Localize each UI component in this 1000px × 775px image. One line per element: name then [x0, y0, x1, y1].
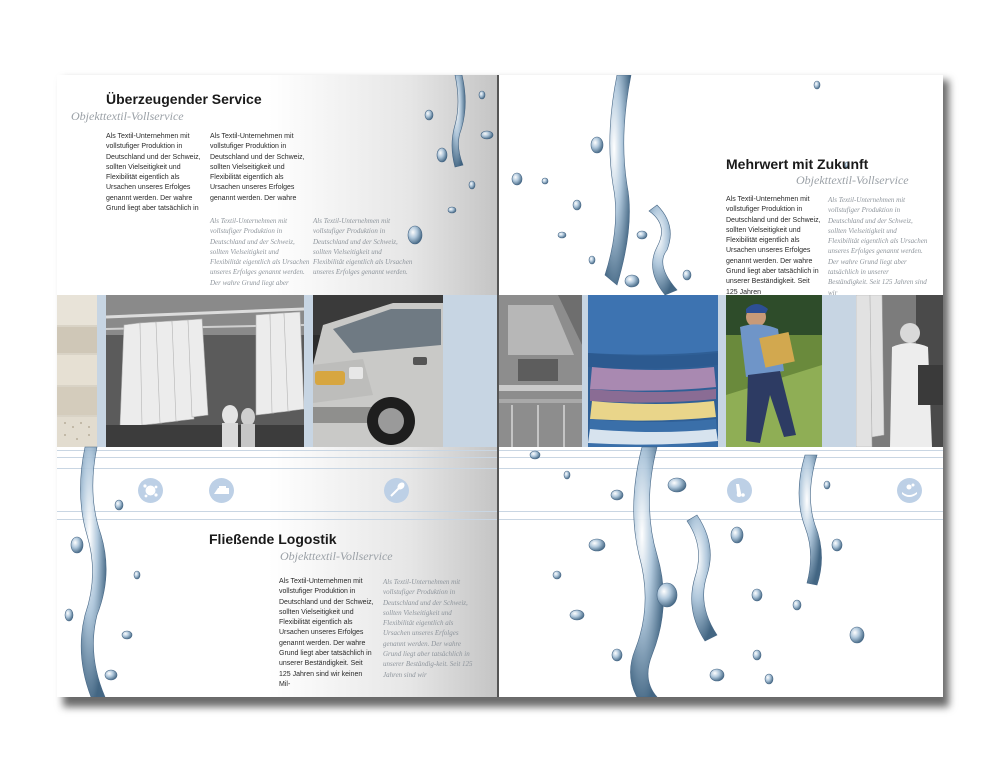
- service-column-2: Als Textil-Unternehmen mit vollstufiger Produktion in Deutschland und der Schweiz, sollten Vielseitigkeit und Flexibilität eigentlich als Ursachen unseres Erfolges genannt werden. Der wahre: [210, 133, 305, 202]
- heading-zukunft: Mehrwert mit Zukunft: [726, 156, 869, 172]
- brush-icon: [384, 478, 409, 503]
- service-column-4: Als Textil-Unternehmen mit vollstufiger Produktion in Deutschland und der Schweiz, sollten Vielseitigkeit und Flexibilität eigentlich als Ursachen unseres Erfolges genannt werden.: [313, 217, 413, 277]
- pipette-icon: [727, 478, 752, 503]
- subheading-logistik: Objekttextil-Vollservice: [280, 549, 393, 563]
- service-column-1: Als Textil-Unternehmen mit vollstufiger Produktion in Deutschland und der Schweiz, sollten Vielseitigkeit und Flexibilität eigentlich als Ursachen unseres Erfolges genannt werden. Der wahre Grund liegt aber tatsächlich in: [106, 133, 201, 213]
- subheading-zukunft: Objekttextil-Vollservice: [796, 173, 909, 187]
- service-column-3: Als Textil-Unternehmen mit vollstufiger Produktion in Deutschland und der Schweiz, sollten Vielseitigkeit und Flexibilität eigentlich als Ursachen unseres Erfolges genannt werden. Der wahre Grund liegt aber: [210, 217, 310, 287]
- brochure-spread: [57, 75, 943, 697]
- iron-icon: [209, 478, 234, 503]
- book-spine: [497, 75, 499, 697]
- heading-service: Überzeugender Service: [106, 91, 262, 107]
- zukunft-column-2: Als Textil-Unternehmen mit vollstufiger Produktion in Deutschland und der Schweiz, sollten Vielseitigkeit und Flexibilität eigentlich als Ursachen unseres Erfolges genannt werden. Der wahre Grund liegt aber tatsächlich in unserer Beständigkeit. Seit 125 Jahren sind wir: [828, 196, 928, 297]
- stain-icon: [138, 478, 163, 503]
- logistik-column-1: Als Textil-Unternehmen mit vollstufiger Produktion in Deutschland und der Schweiz, sollten Vielseitigkeit und Flexibilität eigentlich als Ursachen unseres Erfolges genannt werden. Der wahre Grund liegt aber tatsächlich in unserer Beständigkeit. Seit 125 Jahren sind wir keinen Mil-: [279, 578, 374, 688]
- heading-logistik: Fließende Logostik: [209, 531, 337, 547]
- zukunft-column-1: Als Textil-Unternehmen mit vollstufiger Produktion in Deutschland und der Schweiz, sollten Vielseitigkeit und Flexibilität eigentlich als Ursachen unseres Erfolges genannt werden. Der wahre Grund liegt aber tatsächlich in unserer Beständigkeit. Seit 125 Jahren: [726, 196, 821, 296]
- logistik-column-2: Als Textil-Unternehmen mit vollstufiger Produktion in Deutschland und der Schweiz, sollten Vielseitigkeit und Flexibilität eigentlich als Ursachen unseres Erfolges genannt werden. Der wahre Grund liegt aber tatsächlich in unserer Beständig-keit. Seit 125 Jahren sind wir: [383, 578, 473, 679]
- hand-wash-icon: [897, 478, 922, 503]
- subheading-service: Objekttextil-Vollservice: [71, 109, 184, 123]
